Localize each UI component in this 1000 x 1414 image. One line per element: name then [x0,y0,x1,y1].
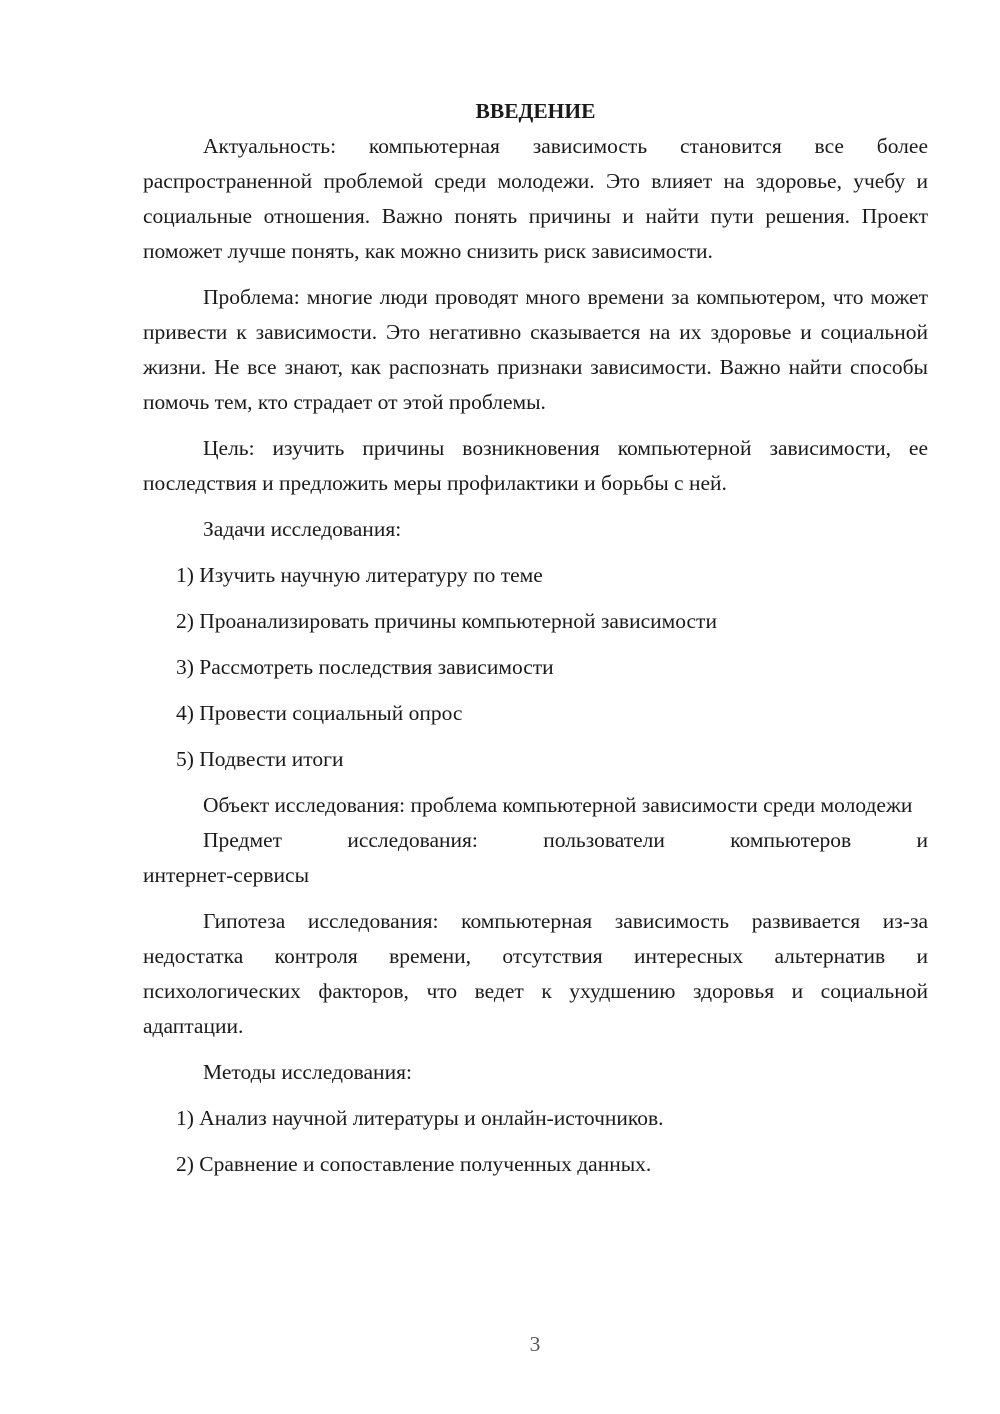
subject-first-line [143,823,928,858]
subject-word: компьютеров [730,828,852,852]
tasks-heading: Задачи исследования: [203,517,402,541]
task-item: 5) Подвести итоги [176,747,344,771]
subject-continuation: интернет-сервисы [143,863,310,887]
relevance-paragraph: Актуальность: компьютерная зависимость становится все более распространенной проблемой среди молодежи. Это влияет на здоровье, учебу и социальные отношения. Важно понять причины и найти пути решения. Проект поможет лучше понять, как можно снизить риск зависимости. [143,134,928,263]
problem-paragraph: Проблема: многие люди проводят много времени за компьютером, что может привести к зависимости. Это негативно сказывается на их здоровье и социальной жизни. Не все знают, как распознать признаки зависимости. Важно найти способы помочь тем, кто страдает от этой проблемы. [143,285,928,414]
subject-word: исследования: [347,828,478,852]
method-item: 2) Сравнение и сопоставление полученных данных. [176,1152,652,1176]
subject-word: и [916,828,928,852]
method-item: 1) Анализ научной литературы и онлайн-источников. [176,1106,664,1130]
hypothesis-paragraph: Гипотеза исследования: компьютерная зависимость развивается из-за недостатка контроля времени, отсутствия интересных альтернатив и психологических факторов, что ведет к ухудшению здоровья и социальной адаптации. [143,909,928,1038]
task-item: 1) Изучить научную литературу по теме [176,563,543,587]
subject-paragraph [143,823,928,893]
subject-word: Предмет [203,828,283,852]
section-title: ВВЕДЕНИЕ [475,99,596,123]
page-number: 3 [529,1332,541,1356]
document-page [143,94,928,1182]
goal-paragraph: Цель: изучить причины возникновения компьютерной зависимости, ее последствия и предложить меры профилактики и борьбы с ней. [143,436,928,495]
subject-word: пользователи [543,828,665,852]
task-item: 3) Рассмотреть последствия зависимости [176,655,554,679]
object-paragraph: Объект исследования: проблема компьютерной зависимости среди молодежи [203,793,913,817]
task-item: 4) Провести социальный опрос [176,701,463,725]
task-item: 2) Проанализировать причины компьютерной зависимости [176,609,717,633]
methods-heading: Методы исследования: [203,1060,412,1084]
